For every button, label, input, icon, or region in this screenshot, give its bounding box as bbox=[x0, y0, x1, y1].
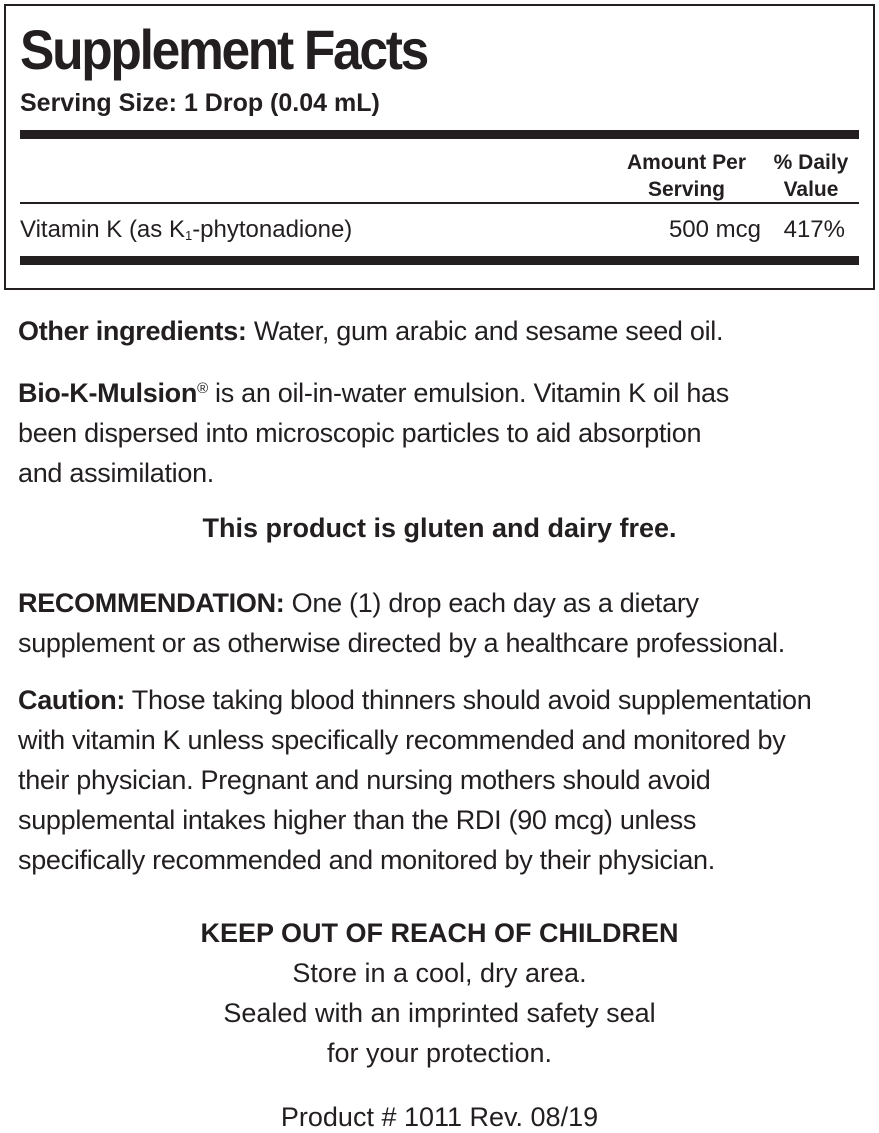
other-ingredients-label: Other ingredients: bbox=[18, 316, 247, 346]
nutrient-row bbox=[20, 204, 859, 256]
bottom-divider bbox=[20, 256, 859, 265]
thick-divider bbox=[20, 130, 859, 139]
bio-k-mulsion-description: Bio-K-Mulsion® is an oil-in-water emulsion. Vitamin K oil has been dispersed into microscopic particles to aid absorption and assimilation. bbox=[18, 378, 729, 488]
supplement-facts-panel bbox=[4, 4, 875, 290]
serving-size: Serving Size: 1 Drop (0.04 mL) bbox=[20, 89, 380, 117]
gluten-dairy-free-statement: This product is gluten and dairy free. bbox=[202, 513, 677, 543]
facts-title: Supplement Facts bbox=[20, 18, 427, 81]
other-ingredients-text: Water, gum arabic and sesame seed oil. bbox=[246, 316, 724, 346]
bio-k-label: Bio-K-Mulsion bbox=[18, 378, 198, 408]
daily-value-header: % Daily Value bbox=[773, 151, 849, 201]
product-number-revision: Product # 1011 Rev. 08/19 bbox=[280, 1102, 599, 1132]
caution-label: Caution: bbox=[18, 685, 126, 715]
other-ingredients bbox=[18, 311, 723, 351]
facts-header-row bbox=[20, 139, 859, 202]
recommendation-label: RECOMMENDATION: bbox=[18, 588, 285, 618]
caution: Caution: Those taking blood thinners should avoid supplementation with vitamin K unless specifically recommended and monitored by their physician. Pregnant and nursing mothers should avoid supplemental intakes higher than the RDI (90 mcg) unless specifically recommended and monitored by their physician. bbox=[18, 685, 812, 875]
nutrient-name: Vitamin K (as $K_1-phytonadione$) bbox=[20, 216, 353, 243]
keep-out-of-reach-warning: KEEP OUT OF REACH OF CHILDREN bbox=[200, 918, 679, 948]
recommendation: RECOMMENDATION: One (1) drop each day as a dietary supplement or as otherwise directed by a healthcare professional. bbox=[18, 588, 785, 658]
amount-per-serving-header: Amount Per Serving bbox=[626, 151, 746, 201]
storage-instructions: KEEP OUT OF REACH OF CHILDREN Store in a cool, dry area. Sealed with an imprinted safety seal for your protection. bbox=[0, 913, 879, 1073]
nutrient-amount: 500 mcg bbox=[668, 216, 761, 243]
nutrient-daily-value: 417% bbox=[783, 216, 845, 243]
